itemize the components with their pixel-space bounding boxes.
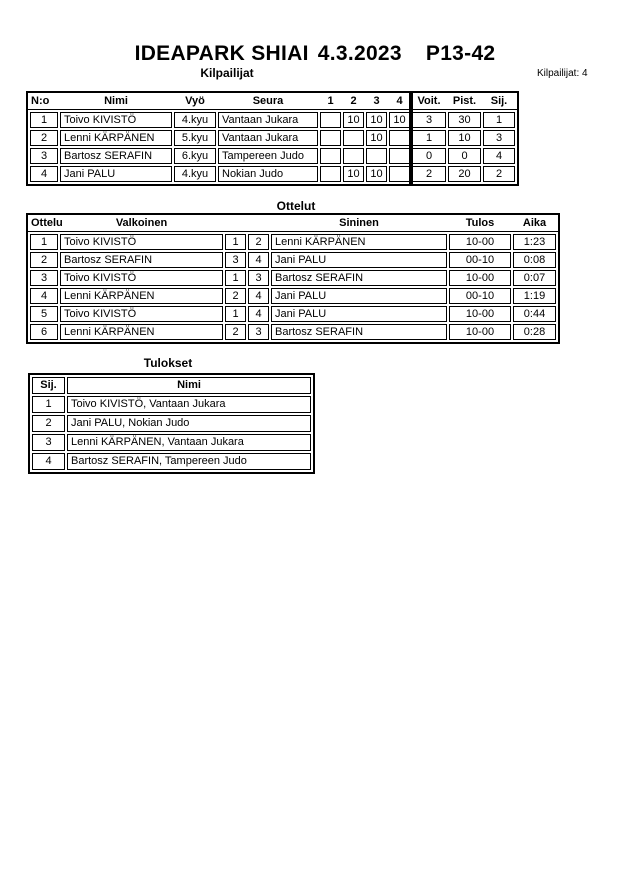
table-cell: Toivo KIVISTÖ xyxy=(60,234,223,250)
table-cell: 4 xyxy=(248,252,269,268)
table-cell: 4 xyxy=(30,288,58,304)
table-cell: 1 xyxy=(412,130,446,146)
results-table-body xyxy=(30,375,313,472)
section-heading-kilpailijat: Kilpailijat xyxy=(200,66,254,80)
competitors-table-header xyxy=(28,93,517,109)
table-cell: Bartosz SERAFIN, Tampereen Judo xyxy=(67,453,311,470)
column-header-ottelu: Ottelu xyxy=(31,217,63,229)
competitor-count-label: Kilpailijat: 4 xyxy=(537,68,588,79)
table-cell: 1 xyxy=(225,234,246,250)
table-cell: 2 xyxy=(32,415,65,432)
table-cell: Toivo KIVISTÖ xyxy=(60,306,223,322)
table-cell: 10 xyxy=(389,112,410,128)
column-header-sininen: Sininen xyxy=(339,217,379,229)
table-cell: 6.kyu xyxy=(174,148,216,164)
table-cell: 4 xyxy=(248,288,269,304)
table-cell: Lenni KÄRPÄNEN xyxy=(60,130,172,146)
results-table xyxy=(28,373,315,474)
table-cell: 2 xyxy=(248,234,269,250)
table-cell: Tampereen Judo xyxy=(218,148,318,164)
table-cell: 2 xyxy=(483,166,515,182)
table-cell: Vantaan Jukara xyxy=(218,130,318,146)
table-cell: 3 xyxy=(248,270,269,286)
table-cell xyxy=(389,130,410,146)
column-header-nimi: Nimi xyxy=(104,95,128,107)
table-cell: 20 xyxy=(448,166,481,182)
table-cell: 5.kyu xyxy=(174,130,216,146)
table-cell: 1 xyxy=(30,112,58,128)
table-cell: 3 xyxy=(412,112,446,128)
page-title xyxy=(0,42,630,66)
table-cell xyxy=(320,112,341,128)
section-heading-ottelut: Ottelut xyxy=(276,199,316,213)
column-header-opp2: 2 xyxy=(350,95,357,107)
column-header-seura: Seura xyxy=(252,95,284,107)
column-header-opp3: 3 xyxy=(373,95,380,107)
column-header-white-no xyxy=(225,215,246,231)
table-cell: Jani PALU xyxy=(271,288,447,304)
table-cell: 0:08 xyxy=(513,252,556,268)
table-cell: Toivo KIVISTÖ xyxy=(60,270,223,286)
column-header-vyo: Vyö xyxy=(185,95,205,107)
table-cell xyxy=(320,148,341,164)
table-cell: 0 xyxy=(448,148,481,164)
table-cell: 1 xyxy=(225,270,246,286)
table-cell: 2 xyxy=(30,252,58,268)
table-cell: 10 xyxy=(366,166,387,182)
matches-table-header xyxy=(28,215,558,231)
table-cell xyxy=(343,148,364,164)
column-header-tulos: Tulos xyxy=(465,217,495,229)
table-row xyxy=(30,324,556,340)
table-cell: 10 xyxy=(366,112,387,128)
table-row xyxy=(30,130,515,146)
column-header-voit: Voit. xyxy=(417,95,441,107)
table-cell: 3 xyxy=(483,130,515,146)
table-row xyxy=(30,234,556,250)
table-row xyxy=(32,434,311,451)
table-cell: Vantaan Jukara xyxy=(218,112,318,128)
table-cell xyxy=(320,166,341,182)
table-cell: 4 xyxy=(32,453,65,470)
table-cell: 4.kyu xyxy=(174,166,216,182)
table-cell: Toivo KIVISTÖ xyxy=(60,112,172,128)
table-cell: 4 xyxy=(248,306,269,322)
table-cell: 00-10 xyxy=(449,252,511,268)
table-header-row xyxy=(32,377,311,394)
table-cell: Bartosz SERAFIN xyxy=(271,324,447,340)
table-cell: 2 xyxy=(412,166,446,182)
table-cell: 3 xyxy=(30,148,58,164)
table-row xyxy=(30,148,515,164)
column-header-aika: Aika xyxy=(522,217,547,229)
table-cell: 2 xyxy=(30,130,58,146)
table-cell: Bartosz SERAFIN xyxy=(60,252,223,268)
table-cell: 1 xyxy=(483,112,515,128)
table-cell: 5 xyxy=(30,306,58,322)
table-cell: 1 xyxy=(225,306,246,322)
table-cell: 2 xyxy=(225,324,246,340)
column-header-valkoinen: Valkoinen xyxy=(115,217,168,229)
section-heading-tulokset: Tulokset xyxy=(143,356,193,370)
column-header-pist: Pist. xyxy=(452,95,477,107)
table-cell xyxy=(320,130,341,146)
table-cell: 4 xyxy=(483,148,515,164)
table-cell: 3 xyxy=(248,324,269,340)
column-header-sij: Sij. xyxy=(32,377,65,394)
table-cell: Lenni KÄRPÄNEN, Vantaan Jukara xyxy=(67,434,311,451)
table-row xyxy=(30,306,556,322)
table-cell: 1:19 xyxy=(513,288,556,304)
column-header-opp4: 4 xyxy=(396,95,403,107)
table-row xyxy=(32,415,311,432)
table-cell: 3 xyxy=(32,434,65,451)
competitors-table-body xyxy=(28,110,517,184)
column-header-blue-no xyxy=(248,215,269,231)
competitors-table xyxy=(26,91,519,186)
table-row xyxy=(30,166,515,182)
matches-table xyxy=(26,213,560,344)
table-cell: Lenni KÄRPÄNEN xyxy=(60,324,223,340)
score-section-divider xyxy=(409,93,413,184)
table-cell: 1 xyxy=(32,396,65,413)
table-row xyxy=(30,112,515,128)
table-cell xyxy=(366,148,387,164)
table-cell: Jani PALU, Nokian Judo xyxy=(67,415,311,432)
table-cell: 1:23 xyxy=(513,234,556,250)
table-cell: 2 xyxy=(225,288,246,304)
column-header-opp1: 1 xyxy=(327,95,334,107)
table-cell: 0 xyxy=(412,148,446,164)
table-cell: 10 xyxy=(366,130,387,146)
table-row xyxy=(30,288,556,304)
table-cell: 30 xyxy=(448,112,481,128)
table-cell: 3 xyxy=(30,270,58,286)
table-cell: 0:44 xyxy=(513,306,556,322)
table-cell: 10 xyxy=(448,130,481,146)
title-category: P13-42 xyxy=(425,42,496,65)
table-cell: 3 xyxy=(225,252,246,268)
table-cell: 10-00 xyxy=(449,324,511,340)
table-cell: 6 xyxy=(30,324,58,340)
table-cell: Toivo KIVISTÖ, Vantaan Jukara xyxy=(67,396,311,413)
table-cell: Jani PALU xyxy=(271,252,447,268)
table-cell xyxy=(389,166,410,182)
table-cell: 4.kyu xyxy=(174,112,216,128)
table-cell xyxy=(389,148,410,164)
table-cell: 10-00 xyxy=(449,306,511,322)
table-header-row xyxy=(30,215,556,231)
table-cell: Bartosz SERAFIN xyxy=(60,148,172,164)
table-cell: 4 xyxy=(30,166,58,182)
table-cell: Lenni KÄRPÄNEN xyxy=(271,234,447,250)
table-cell: 1 xyxy=(30,234,58,250)
title-date: 4.3.2023 xyxy=(317,42,402,65)
table-cell: Jani PALU xyxy=(60,166,172,182)
table-cell: 10 xyxy=(343,166,364,182)
table-row xyxy=(30,270,556,286)
table-cell: 0:28 xyxy=(513,324,556,340)
title-event: IDEAPARK SHIAI xyxy=(134,42,309,65)
table-cell: 10 xyxy=(343,112,364,128)
table-cell: 0:07 xyxy=(513,270,556,286)
matches-table-body xyxy=(28,232,558,342)
table-row xyxy=(32,453,311,470)
table-cell: Bartosz SERAFIN xyxy=(271,270,447,286)
table-cell: Nokian Judo xyxy=(218,166,318,182)
table-row xyxy=(30,252,556,268)
table-cell: 10-00 xyxy=(449,234,511,250)
table-cell: Lenni KÄRPÄNEN xyxy=(60,288,223,304)
column-header-sij: Sij. xyxy=(490,95,508,107)
table-header-row xyxy=(30,93,515,109)
table-cell: Jani PALU xyxy=(271,306,447,322)
table-cell xyxy=(343,130,364,146)
column-header-nimi: Nimi xyxy=(67,377,311,394)
table-cell: 10-00 xyxy=(449,270,511,286)
table-cell: 00-10 xyxy=(449,288,511,304)
table-row xyxy=(32,396,311,413)
column-header-no: N:o xyxy=(31,95,50,107)
